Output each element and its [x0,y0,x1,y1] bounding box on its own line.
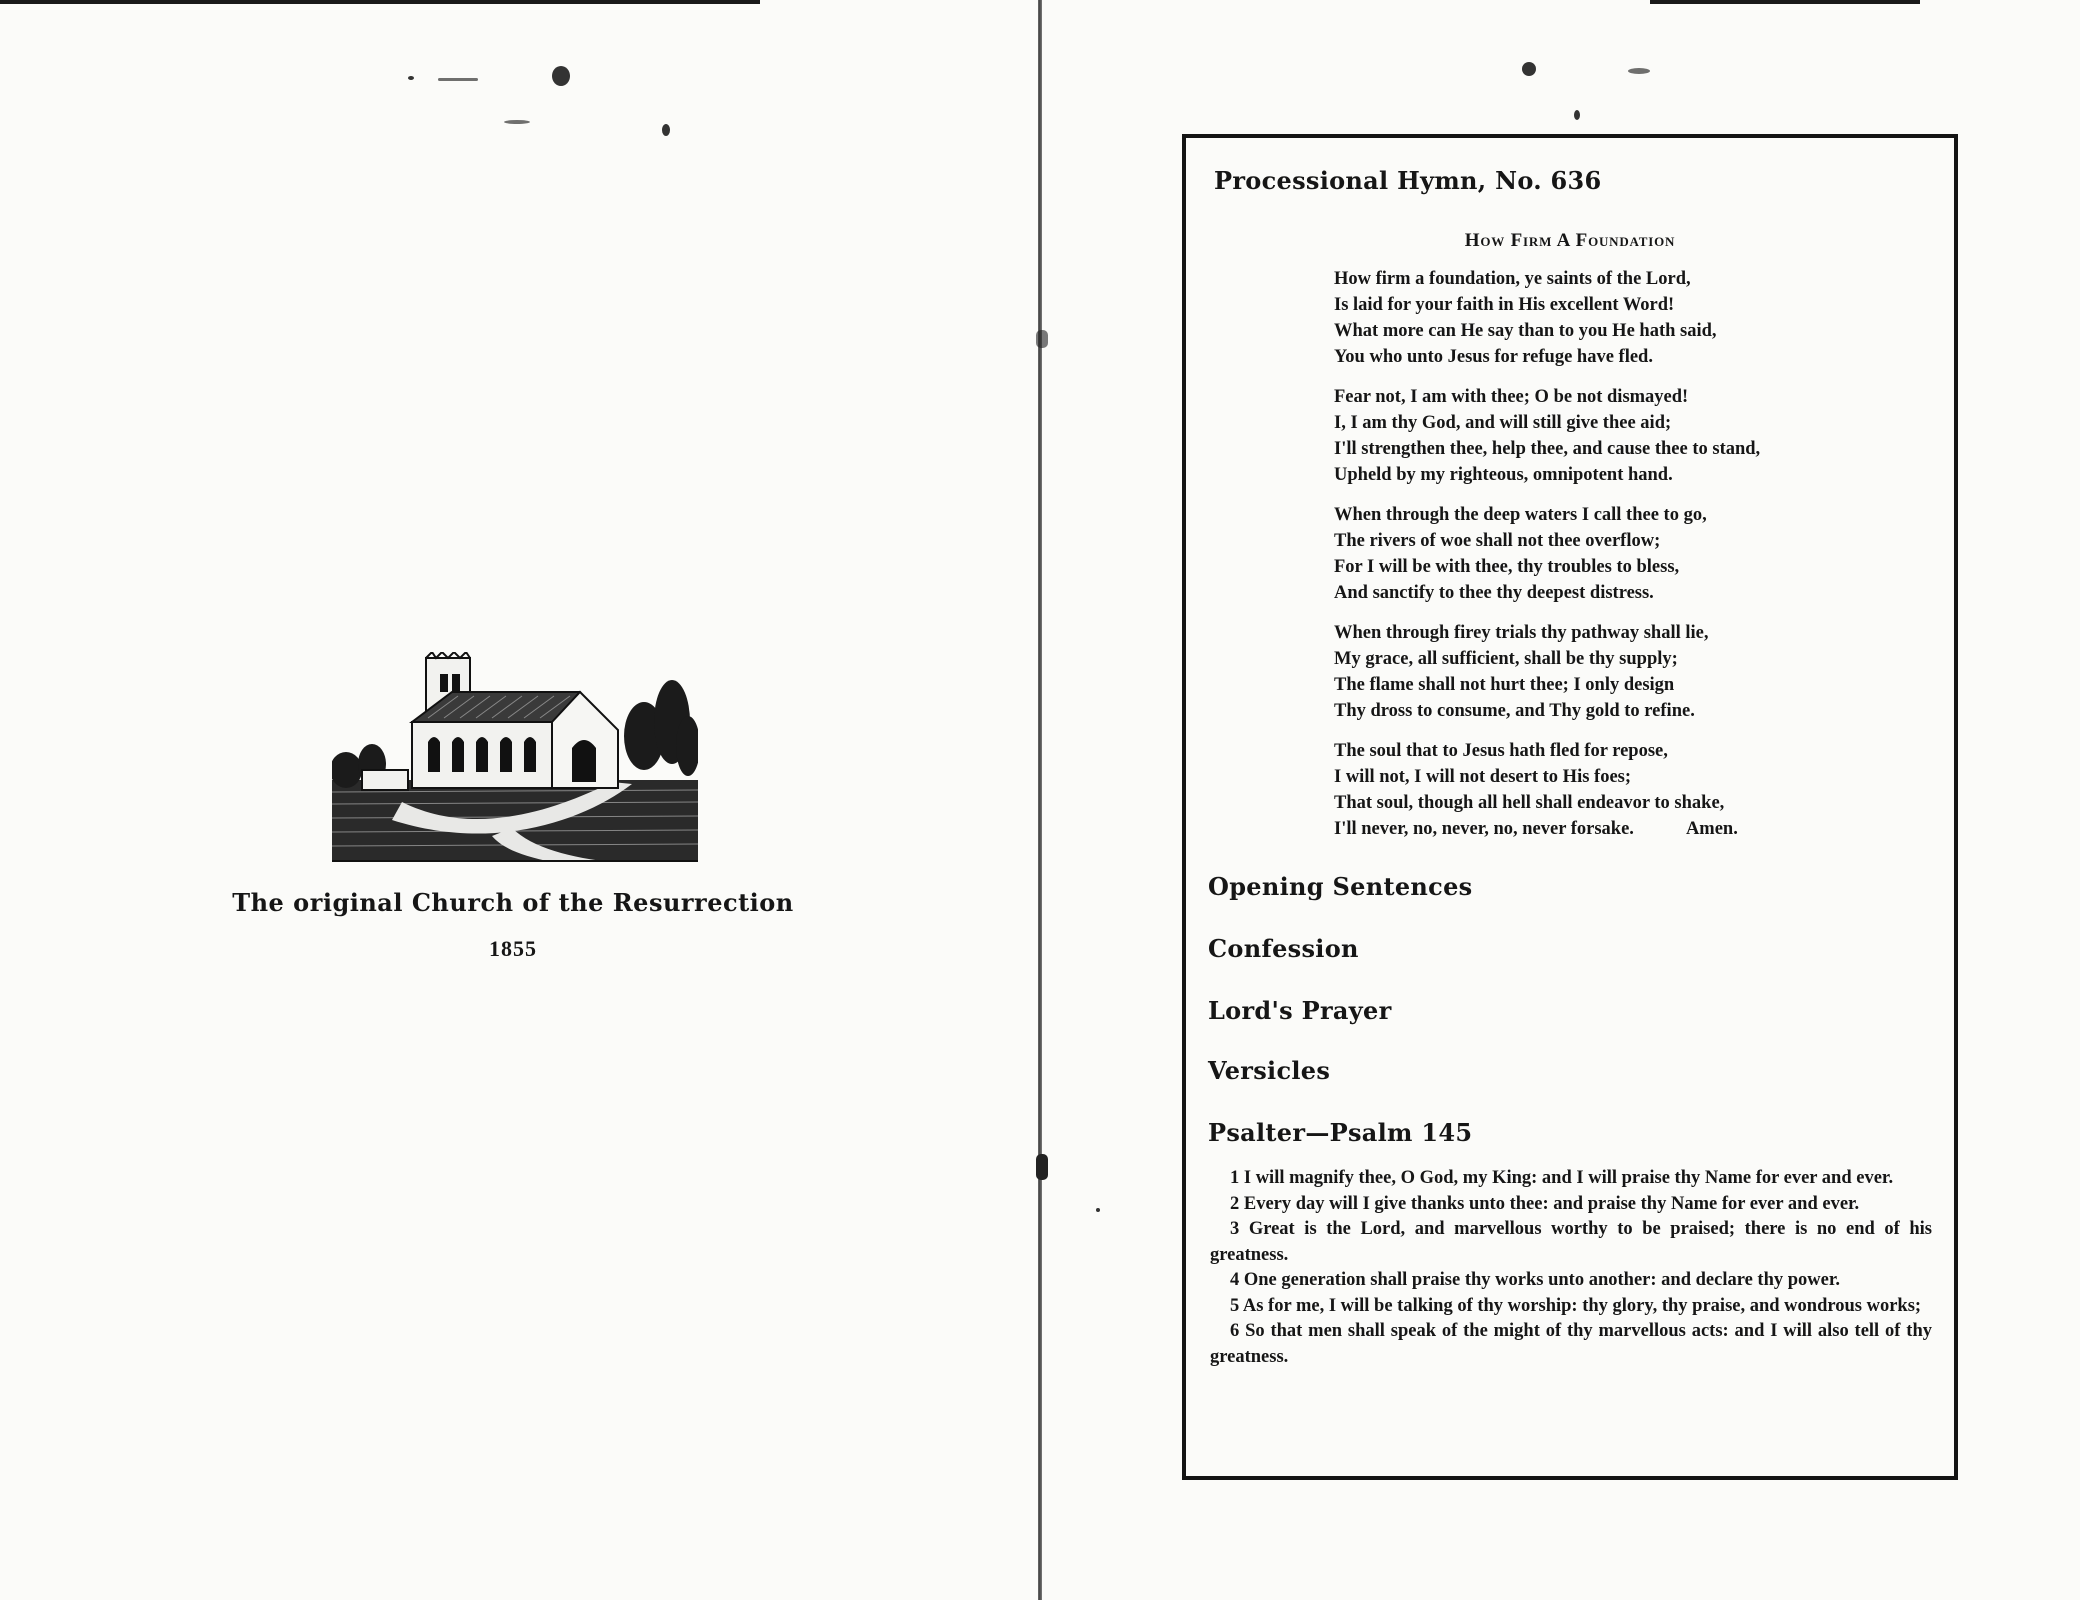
psalm-verse: 3 Great is the Lord, and marvellous worthy to be praised; there is no end of his greatness. [1210,1219,1932,1265]
hymn-verses [1334,266,1894,856]
ink-speck [1096,1208,1100,1212]
page-edge-right [1650,0,1920,4]
verse-line-text: I'll never, no, never, no, never forsake. [1334,819,1634,839]
hymn-title: How Firm A Foundation [1464,230,1676,251]
psalm-verses [1210,1166,1932,1370]
lords-prayer-heading: Lord's Prayer [1208,996,1392,1025]
verse-line: Is laid for your faith in His excellent Word! [1334,295,1675,315]
processional-hymn-heading: Processional Hymn, No. 636 [1214,166,1602,195]
stanza [1334,384,1894,488]
verse-line: How firm a foundation, ye saints of the Lord, [1334,269,1691,289]
book-spine [1038,0,1042,1600]
verse-line: Thy dross to consume, and Thy gold to refine. [1334,701,1695,721]
verse-line: Fear not, I am with thee; O be not dismayed! [1334,387,1689,407]
opening-sentences-heading: Opening Sentences [1208,872,1473,901]
ink-speck [1522,62,1536,76]
stanza [1334,266,1894,370]
verse-line: The rivers of woe shall not thee overflow; [1334,531,1661,551]
ink-speck [1628,68,1650,74]
psalm-verse: 4 One generation shall praise thy works unto another: and declare thy power. [1230,1270,1841,1290]
verse-line [1334,816,1894,842]
verse-line: For I will be with thee, thy troubles to bless, [1334,557,1680,577]
left-page [0,0,1038,1600]
amen-label: Amen. [1685,819,1738,839]
verse-line: I will not, I will not desert to His foes; [1334,767,1632,787]
stanza [1334,502,1894,606]
caption-year: 1855 [489,936,537,961]
verse-line: That soul, though all hell shall endeavor to shake, [1334,793,1725,813]
verse-line: The flame shall not hurt thee; I only design [1334,675,1675,695]
psalm-verse: 2 Every day will I give thanks unto thee: and praise thy Name for ever and ever. [1230,1193,1860,1214]
verse-line: Upheld by my righteous, omnipotent hand. [1334,465,1673,485]
stanza [1334,738,1894,842]
versicles-heading: Versicles [1208,1056,1331,1085]
order-of-service-box [1182,134,1958,1480]
church-engraving [332,652,698,862]
psalm-verse: 5 As for me, I will be talking of thy worship: thy glory, thy praise, and wondrous works; [1230,1295,1922,1316]
image-caption: The original Church of the Resurrection [232,888,794,917]
verse-line: When through firey trials thy pathway shall lie, [1334,623,1709,643]
verse-line: You who unto Jesus for refuge have fled. [1334,347,1653,367]
ink-speck [1574,110,1580,120]
confession-heading: Confession [1208,934,1359,963]
verse-line: I, I am thy God, and will still give thee aid; [1334,413,1672,433]
verse-line: And sanctify to thee thy deepest distress. [1334,583,1654,603]
verse-line: My grace, all sufficient, shall be thy supply; [1334,649,1678,669]
verse-line: What more can He say than to you He hath said, [1334,321,1717,341]
psalter-heading: Psalter—Psalm 145 [1208,1118,1473,1147]
psalm-verse: 6 So that men shall speak of the might of thy marvellous acts: and I will also tell of thy greatness. [1210,1321,1932,1367]
verse-line: I'll strengthen thee, help thee, and cause thee to stand, [1334,439,1761,459]
verse-line: When through the deep waters I call thee to go, [1334,505,1707,525]
stanza [1334,620,1894,724]
psalm-verse: 1 I will magnify thee, O God, my King: and I will praise thy Name for ever and ever. [1230,1168,1894,1188]
verse-line: The soul that to Jesus hath fled for repose, [1334,741,1668,761]
